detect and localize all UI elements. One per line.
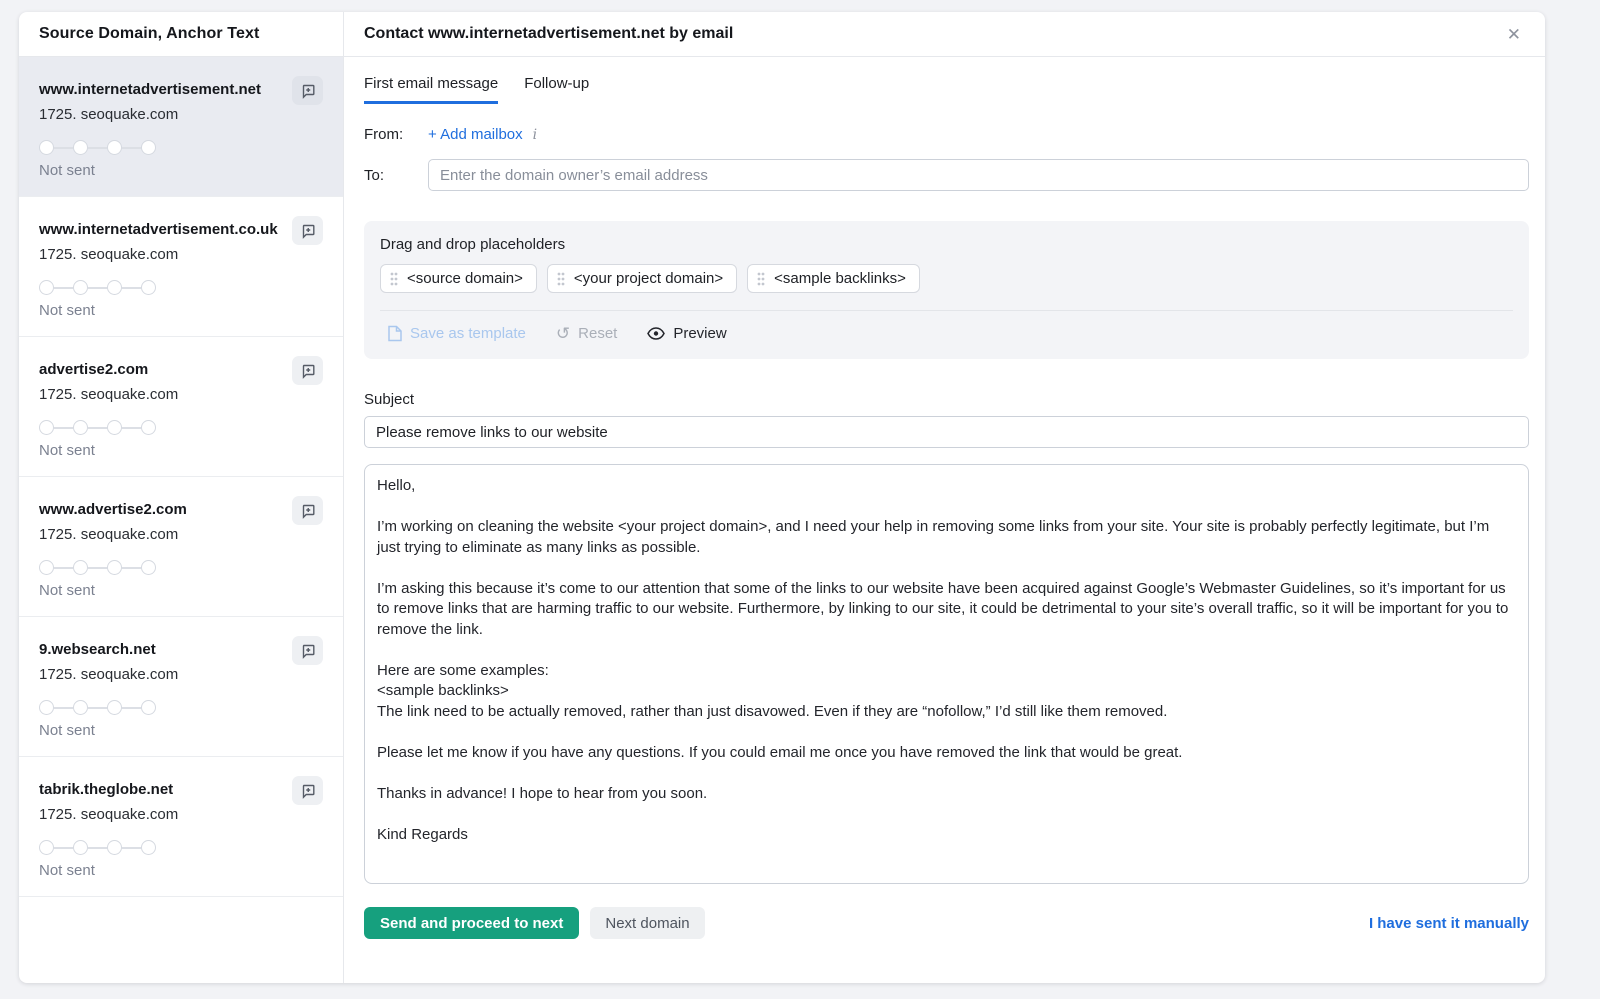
add-note-button[interactable] (292, 216, 323, 245)
item-domain: advertise2.com (39, 361, 149, 378)
sidebar (19, 12, 344, 983)
subject-input[interactable] (364, 416, 1529, 448)
step-connector (122, 147, 141, 149)
list-item[interactable] (19, 617, 343, 757)
drag-handle-icon (390, 272, 398, 286)
step-connector (122, 707, 141, 709)
drag-handle-icon (557, 272, 565, 286)
item-domain: www.internetadvertisement.co.uk (39, 221, 278, 238)
progress-stepper (39, 840, 323, 855)
list-item-top (39, 76, 323, 123)
list-item-top (39, 496, 323, 543)
item-status: Not sent (39, 162, 95, 179)
reset-label: Reset (578, 325, 618, 342)
item-status: Not sent (39, 582, 95, 599)
step-dot (39, 420, 54, 435)
step-dot (141, 420, 156, 435)
step-dot (73, 700, 88, 715)
list-item[interactable] (19, 197, 343, 337)
step-connector (122, 287, 141, 289)
add-note-button[interactable] (292, 76, 323, 105)
step-dot (141, 140, 156, 155)
step-connector (54, 427, 73, 429)
main-header (344, 12, 1545, 57)
footer-actions (364, 907, 1529, 939)
progress-stepper (39, 420, 323, 435)
item-text (39, 356, 178, 403)
step-connector (88, 427, 107, 429)
document-icon (388, 325, 402, 342)
add-note-button[interactable] (292, 776, 323, 805)
step-dot (39, 280, 54, 295)
step-dot (73, 140, 88, 155)
step-dot (73, 560, 88, 575)
sent-manually-link[interactable]: I have sent it manually (1368, 914, 1529, 932)
step-dot (73, 840, 88, 855)
recipient-email-input[interactable] (428, 159, 1529, 191)
sidebar-header: Source Domain, Anchor Text (19, 12, 343, 57)
drag-handle-icon (757, 272, 765, 286)
progress-stepper (39, 280, 323, 295)
placeholders-title: Drag and drop placeholders (380, 236, 566, 253)
list-item[interactable] (19, 57, 343, 197)
item-text (39, 76, 261, 123)
progress-stepper (39, 560, 323, 575)
reset-button[interactable] (556, 325, 617, 342)
step-dot (39, 560, 54, 575)
item-anchor: 1725. seoquake.com (39, 106, 179, 123)
step-dot (141, 280, 156, 295)
add-note-button[interactable] (292, 636, 323, 665)
step-dot (73, 420, 88, 435)
add-note-button[interactable] (292, 356, 323, 385)
item-text (39, 636, 178, 683)
item-anchor: 1725. seoquake.com (39, 246, 179, 263)
to-row (364, 159, 1529, 191)
page-title: Contact www.internetadvertisement.net by email (364, 25, 734, 42)
step-dot (107, 140, 122, 155)
item-status: Not sent (39, 442, 95, 459)
step-connector (88, 707, 107, 709)
step-connector (122, 567, 141, 569)
comment-plus-icon (300, 223, 316, 239)
close-icon[interactable]: ✕ (1506, 24, 1521, 44)
comment-plus-icon (300, 503, 316, 519)
item-text (39, 496, 187, 543)
step-connector (88, 147, 107, 149)
save-as-template-label: Save as template (410, 325, 526, 342)
item-anchor: 1725. seoquake.com (39, 386, 179, 403)
chip-label: <sample backlinks> (774, 270, 906, 287)
comment-plus-icon (300, 83, 316, 99)
item-anchor: 1725. seoquake.com (39, 666, 179, 683)
step-connector (54, 707, 73, 709)
step-connector (54, 567, 73, 569)
undo-icon: ↺ (555, 324, 571, 343)
contact-panel (19, 12, 1545, 983)
step-dot (39, 140, 54, 155)
list-item[interactable] (19, 337, 343, 477)
tab-bar (364, 75, 1529, 104)
item-text (39, 776, 178, 823)
item-anchor: 1725. seoquake.com (39, 806, 179, 823)
item-text (39, 216, 278, 263)
item-domain: www.advertise2.com (39, 501, 187, 518)
tab-follow-up[interactable]: Follow-up (524, 75, 590, 92)
step-connector (122, 427, 141, 429)
step-connector (122, 847, 141, 849)
from-row (364, 126, 1529, 143)
step-dot (39, 840, 54, 855)
info-icon[interactable]: i (532, 126, 538, 143)
step-dot (107, 700, 122, 715)
to-label: To: (364, 166, 385, 184)
step-dot (107, 560, 122, 575)
item-domain: tabrik.theglobe.net (39, 781, 174, 798)
step-connector (88, 567, 107, 569)
send-and-proceed-button[interactable]: Send and proceed to next (364, 907, 579, 939)
comment-plus-icon (300, 783, 316, 799)
save-as-template-button[interactable] (388, 325, 526, 342)
step-dot (141, 840, 156, 855)
item-domain: www.internetadvertisement.net (39, 81, 261, 98)
placeholder-chips (380, 264, 1513, 293)
next-domain-button[interactable]: Next domain (590, 907, 704, 939)
item-status: Not sent (39, 722, 95, 739)
progress-stepper (39, 140, 323, 155)
item-anchor: 1725. seoquake.com (39, 526, 179, 543)
chip-label: <source domain> (407, 270, 523, 287)
comment-plus-icon (300, 643, 316, 659)
step-dot (107, 280, 122, 295)
eye-icon (647, 327, 665, 340)
placeholders-panel (364, 221, 1529, 359)
step-dot (141, 560, 156, 575)
email-body-textarea[interactable] (364, 464, 1529, 884)
item-status: Not sent (39, 302, 95, 319)
template-actions (380, 310, 1513, 359)
step-connector (88, 287, 107, 289)
step-dot (107, 840, 122, 855)
from-label: From: (364, 126, 404, 143)
add-mailbox-button[interactable]: + Add mailbox (428, 126, 523, 143)
list-item[interactable] (19, 757, 343, 897)
chip-label: <your project domain> (573, 270, 724, 287)
preview-label: Preview (673, 325, 727, 342)
list-item-top (39, 216, 323, 263)
chip-source-domain[interactable] (380, 264, 537, 293)
step-dot (107, 420, 122, 435)
list-item-top (39, 776, 323, 823)
item-status: Not sent (39, 862, 95, 879)
item-domain: 9.websearch.net (39, 641, 156, 658)
step-connector (88, 847, 107, 849)
preview-button[interactable] (647, 325, 726, 342)
list-item-top (39, 356, 323, 403)
list-item[interactable] (19, 477, 343, 617)
source-list (19, 57, 343, 983)
chip-sample-backlinks[interactable] (747, 264, 920, 293)
step-connector (54, 847, 73, 849)
step-dot (73, 280, 88, 295)
comment-plus-icon (300, 363, 316, 379)
progress-stepper (39, 700, 323, 715)
subject-label: Subject (364, 391, 415, 408)
step-connector (54, 147, 73, 149)
chip-your-project-domain[interactable] (547, 264, 737, 293)
tab-first-email-message[interactable]: First email message (364, 75, 498, 104)
step-dot (39, 700, 54, 715)
list-item-top (39, 636, 323, 683)
step-connector (54, 287, 73, 289)
main-panel (344, 12, 1545, 983)
add-note-button[interactable] (292, 496, 323, 525)
step-dot (141, 700, 156, 715)
main-body (344, 57, 1545, 983)
